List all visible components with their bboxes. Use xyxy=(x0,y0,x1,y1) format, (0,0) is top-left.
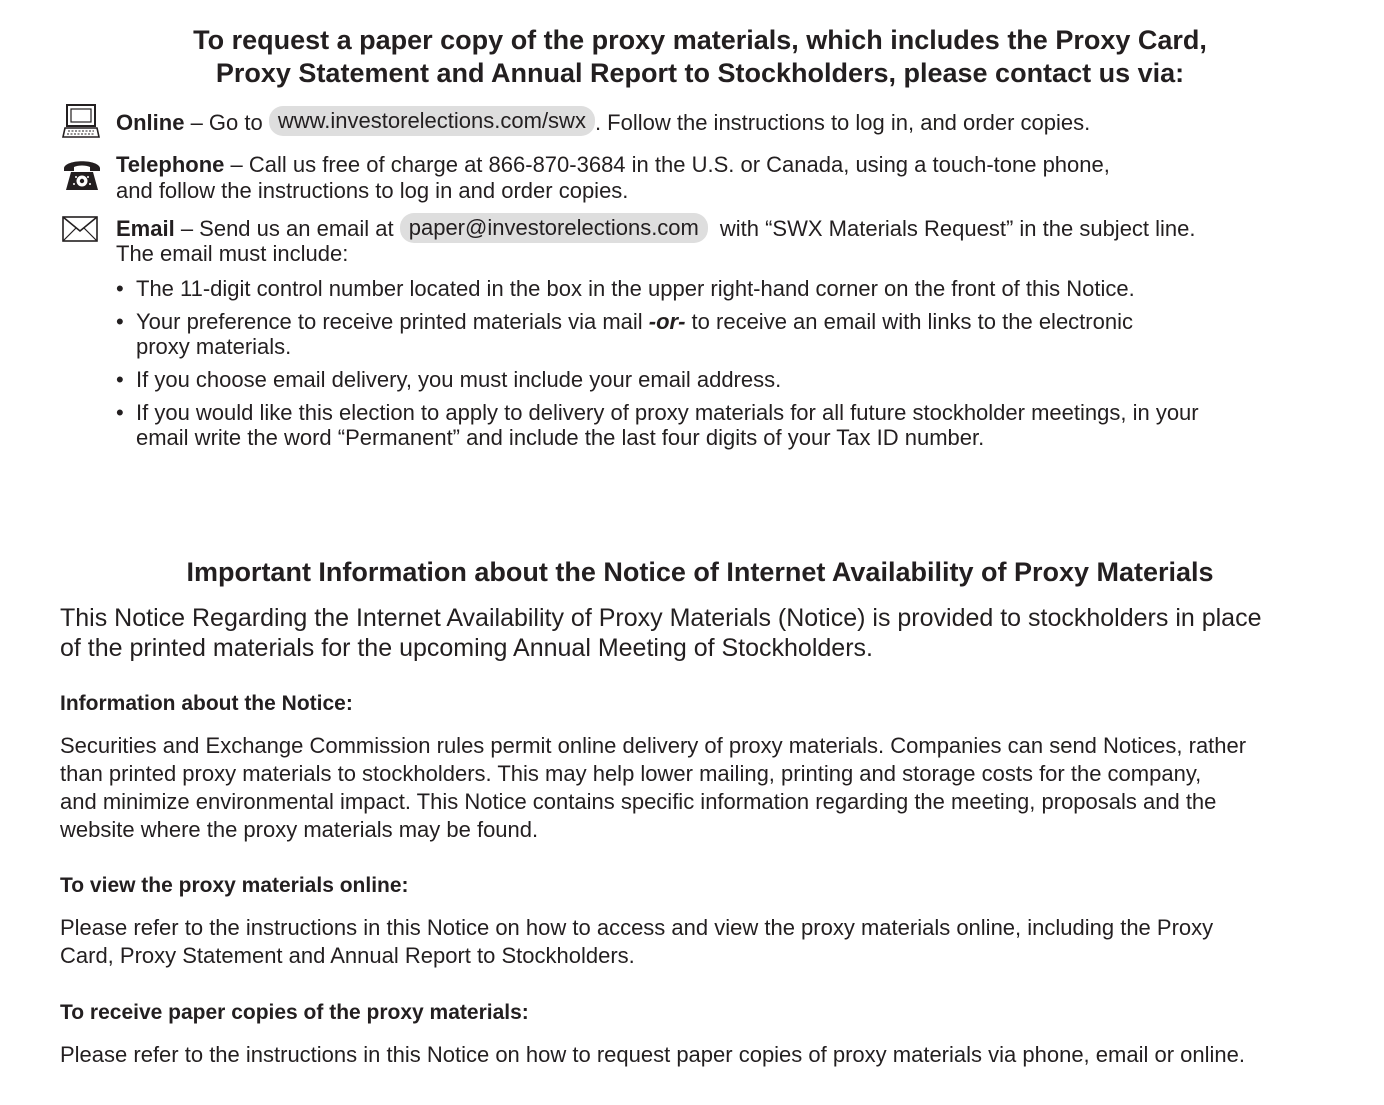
info-intro-line2: of the printed materials for the upcoming Annual Meeting of Stockholders. xyxy=(60,634,873,662)
requirement-text: Your preference to receive printed materials via mail xyxy=(136,309,649,334)
requirement-text: If you would like this election to apply to delivery of proxy materials for all future stockholder meetings, in your xyxy=(136,400,1199,425)
email-prefix: – Send us an email at xyxy=(174,216,400,241)
email-address-link[interactable]: paper@investorelections.com xyxy=(400,213,708,243)
section-line: Please refer to the instructions in this Notice on how to access and view the proxy materials online, including the Proxy xyxy=(60,915,1214,940)
computer-icon xyxy=(62,104,100,145)
info-intro xyxy=(60,603,1370,663)
section-body-notice-info xyxy=(60,732,1360,844)
bullet-dot: • xyxy=(116,276,124,301)
section-line: Card, Proxy Statement and Annual Report to Stockholders. xyxy=(60,943,635,968)
online-suffix: . Follow the instructions to log in, and order copies. xyxy=(594,110,1091,135)
bullet-dot: • xyxy=(116,309,124,334)
section-title-paper-copies: To receive paper copies of the proxy materials: xyxy=(60,1001,529,1024)
requirement-text: The 11-digit control number located in the box in the upper right-hand corner on the front of this Notice. xyxy=(136,276,1135,301)
section-line: than printed proxy materials to stockholders. This may help lower mailing, printing and storage costs for the company, xyxy=(60,761,1202,786)
request-heading xyxy=(0,24,1384,90)
email-suffix: with “SWX Materials Request” in the subject line. xyxy=(719,216,1196,241)
requirement-text: If you choose email delivery, you must include your email address. xyxy=(136,367,782,392)
requirement-emphasis: -or- xyxy=(648,309,686,334)
section-line: Securities and Exchange Commission rules permit online delivery of proxy materials. Companies can send Notices, rather xyxy=(60,733,1247,758)
online-prefix: – Go to xyxy=(184,110,269,135)
requirement-text: email write the word “Permanent” and include the last four digits of your Tax ID number. xyxy=(136,425,985,450)
request-heading-line2: Proxy Statement and Annual Report to Stockholders, please contact us via: xyxy=(215,58,1185,88)
contact-email xyxy=(116,214,1196,267)
telephone-label: Telephone xyxy=(116,152,225,177)
email-label: Email xyxy=(116,216,175,241)
section-line: Please refer to the instructions in this Notice on how to request paper copies of proxy materials via phone, email or online. xyxy=(60,1042,1245,1067)
requirement-text: to receive an email with links to the electronic xyxy=(685,309,1133,334)
request-heading-line1: To request a paper copy of the proxy materials, which includes the Proxy Card, xyxy=(193,25,1207,55)
info-heading: Important Information about the Notice of Internet Availability of Proxy Materials xyxy=(186,557,1214,587)
telephone-line2: and follow the instructions to log in and order copies. xyxy=(116,178,629,203)
section-body-view-online xyxy=(60,914,1360,970)
bullet-dot: • xyxy=(116,367,124,392)
telephone-icon xyxy=(62,156,102,197)
section-line: website where the proxy materials may be found. xyxy=(60,817,539,842)
bullet-dot: • xyxy=(116,400,124,425)
section-title-notice-info: Information about the Notice: xyxy=(60,692,353,715)
info-intro-line1: This Notice Regarding the Internet Availability of Proxy Materials (Notice) is provided to stockholders in place xyxy=(60,604,1262,632)
contact-online xyxy=(116,108,1090,138)
section-body-paper-copies xyxy=(60,1041,1360,1069)
email-line2: The email must include: xyxy=(116,241,349,266)
section-title-view-online: To view the proxy materials online: xyxy=(60,874,409,897)
telephone-line1: – Call us free of charge at 866-870-3684 in the U.S. or Canada, using a touch-tone phone, xyxy=(224,152,1110,177)
requirement-text: proxy materials. xyxy=(136,334,292,359)
envelope-icon xyxy=(62,216,98,247)
contact-telephone xyxy=(116,152,1110,204)
online-label: Online xyxy=(116,110,185,135)
online-url-link[interactable]: www.investorelections.com/swx xyxy=(269,106,595,136)
section-line: and minimize environmental impact. This Notice contains specific information regarding the meeting, proposals and the xyxy=(60,789,1217,814)
